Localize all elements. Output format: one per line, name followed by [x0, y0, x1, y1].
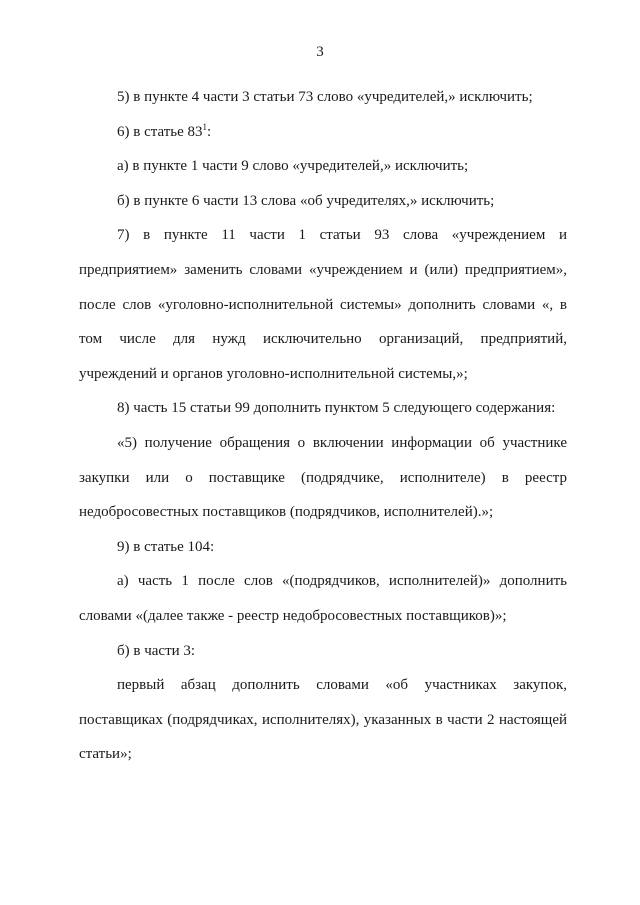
paragraph-item-9a: а) часть 1 после слов «(подрядчиков, исполнителей)» дополнить словами «(далее также - реестр недобросовестных поставщиков)»; [79, 573, 567, 624]
paragraph-item-6-text: 6) в статье 83 [117, 123, 203, 140]
document-body [79, 80, 567, 772]
paragraph-item-9: 9) в статье 104: [117, 538, 215, 555]
paragraph-item-6 [79, 115, 567, 150]
paragraph-item-7: 7) в пункте 11 части 1 статьи 93 слова «учреждением и предприятием» заменить словами «учреждением и (или) предприятием», после слов «уголовно-исполнительной системы» дополнить словами «, в том числе для нужд исключительно организаций, предприятий, учреждений и органов уголовно-исполнительной системы,»; [79, 227, 567, 382]
paragraph-item-8: 8) часть 15 статьи 99 дополнить пунктом 5 следующего содержания: [117, 400, 556, 417]
paragraph-item-9b: б) в части 3: [117, 642, 196, 659]
paragraph-item-5: 5) в пункте 4 части 3 статьи 73 слово «учредителей,» исключить; [117, 89, 533, 105]
paragraph-item-6a: а) в пункте 1 части 9 слово «учредителей,» исключить; [117, 158, 469, 175]
page-number: 3 [316, 44, 324, 60]
paragraph-item-9b-text: первый абзац дополнить словами «об участниках закупок, поставщиках (подрядчиках, исполнителях), указанных в части 2 настоящей статьи»; [79, 677, 567, 763]
paragraph-item-6b: б) в пункте 6 части 13 слова «об учредителях,» исключить; [117, 192, 495, 209]
superscript-number: 1 [202, 121, 208, 132]
paragraph-item-6-colon: : [207, 123, 212, 140]
paragraph-item-8-quote: «5) получение обращения о включении информации об участнике закупки или о поставщике (подрядчике, исполнителе) в реестр недобросовестных поставщиков (подрядчиков, исполнителей).»; [79, 434, 567, 521]
